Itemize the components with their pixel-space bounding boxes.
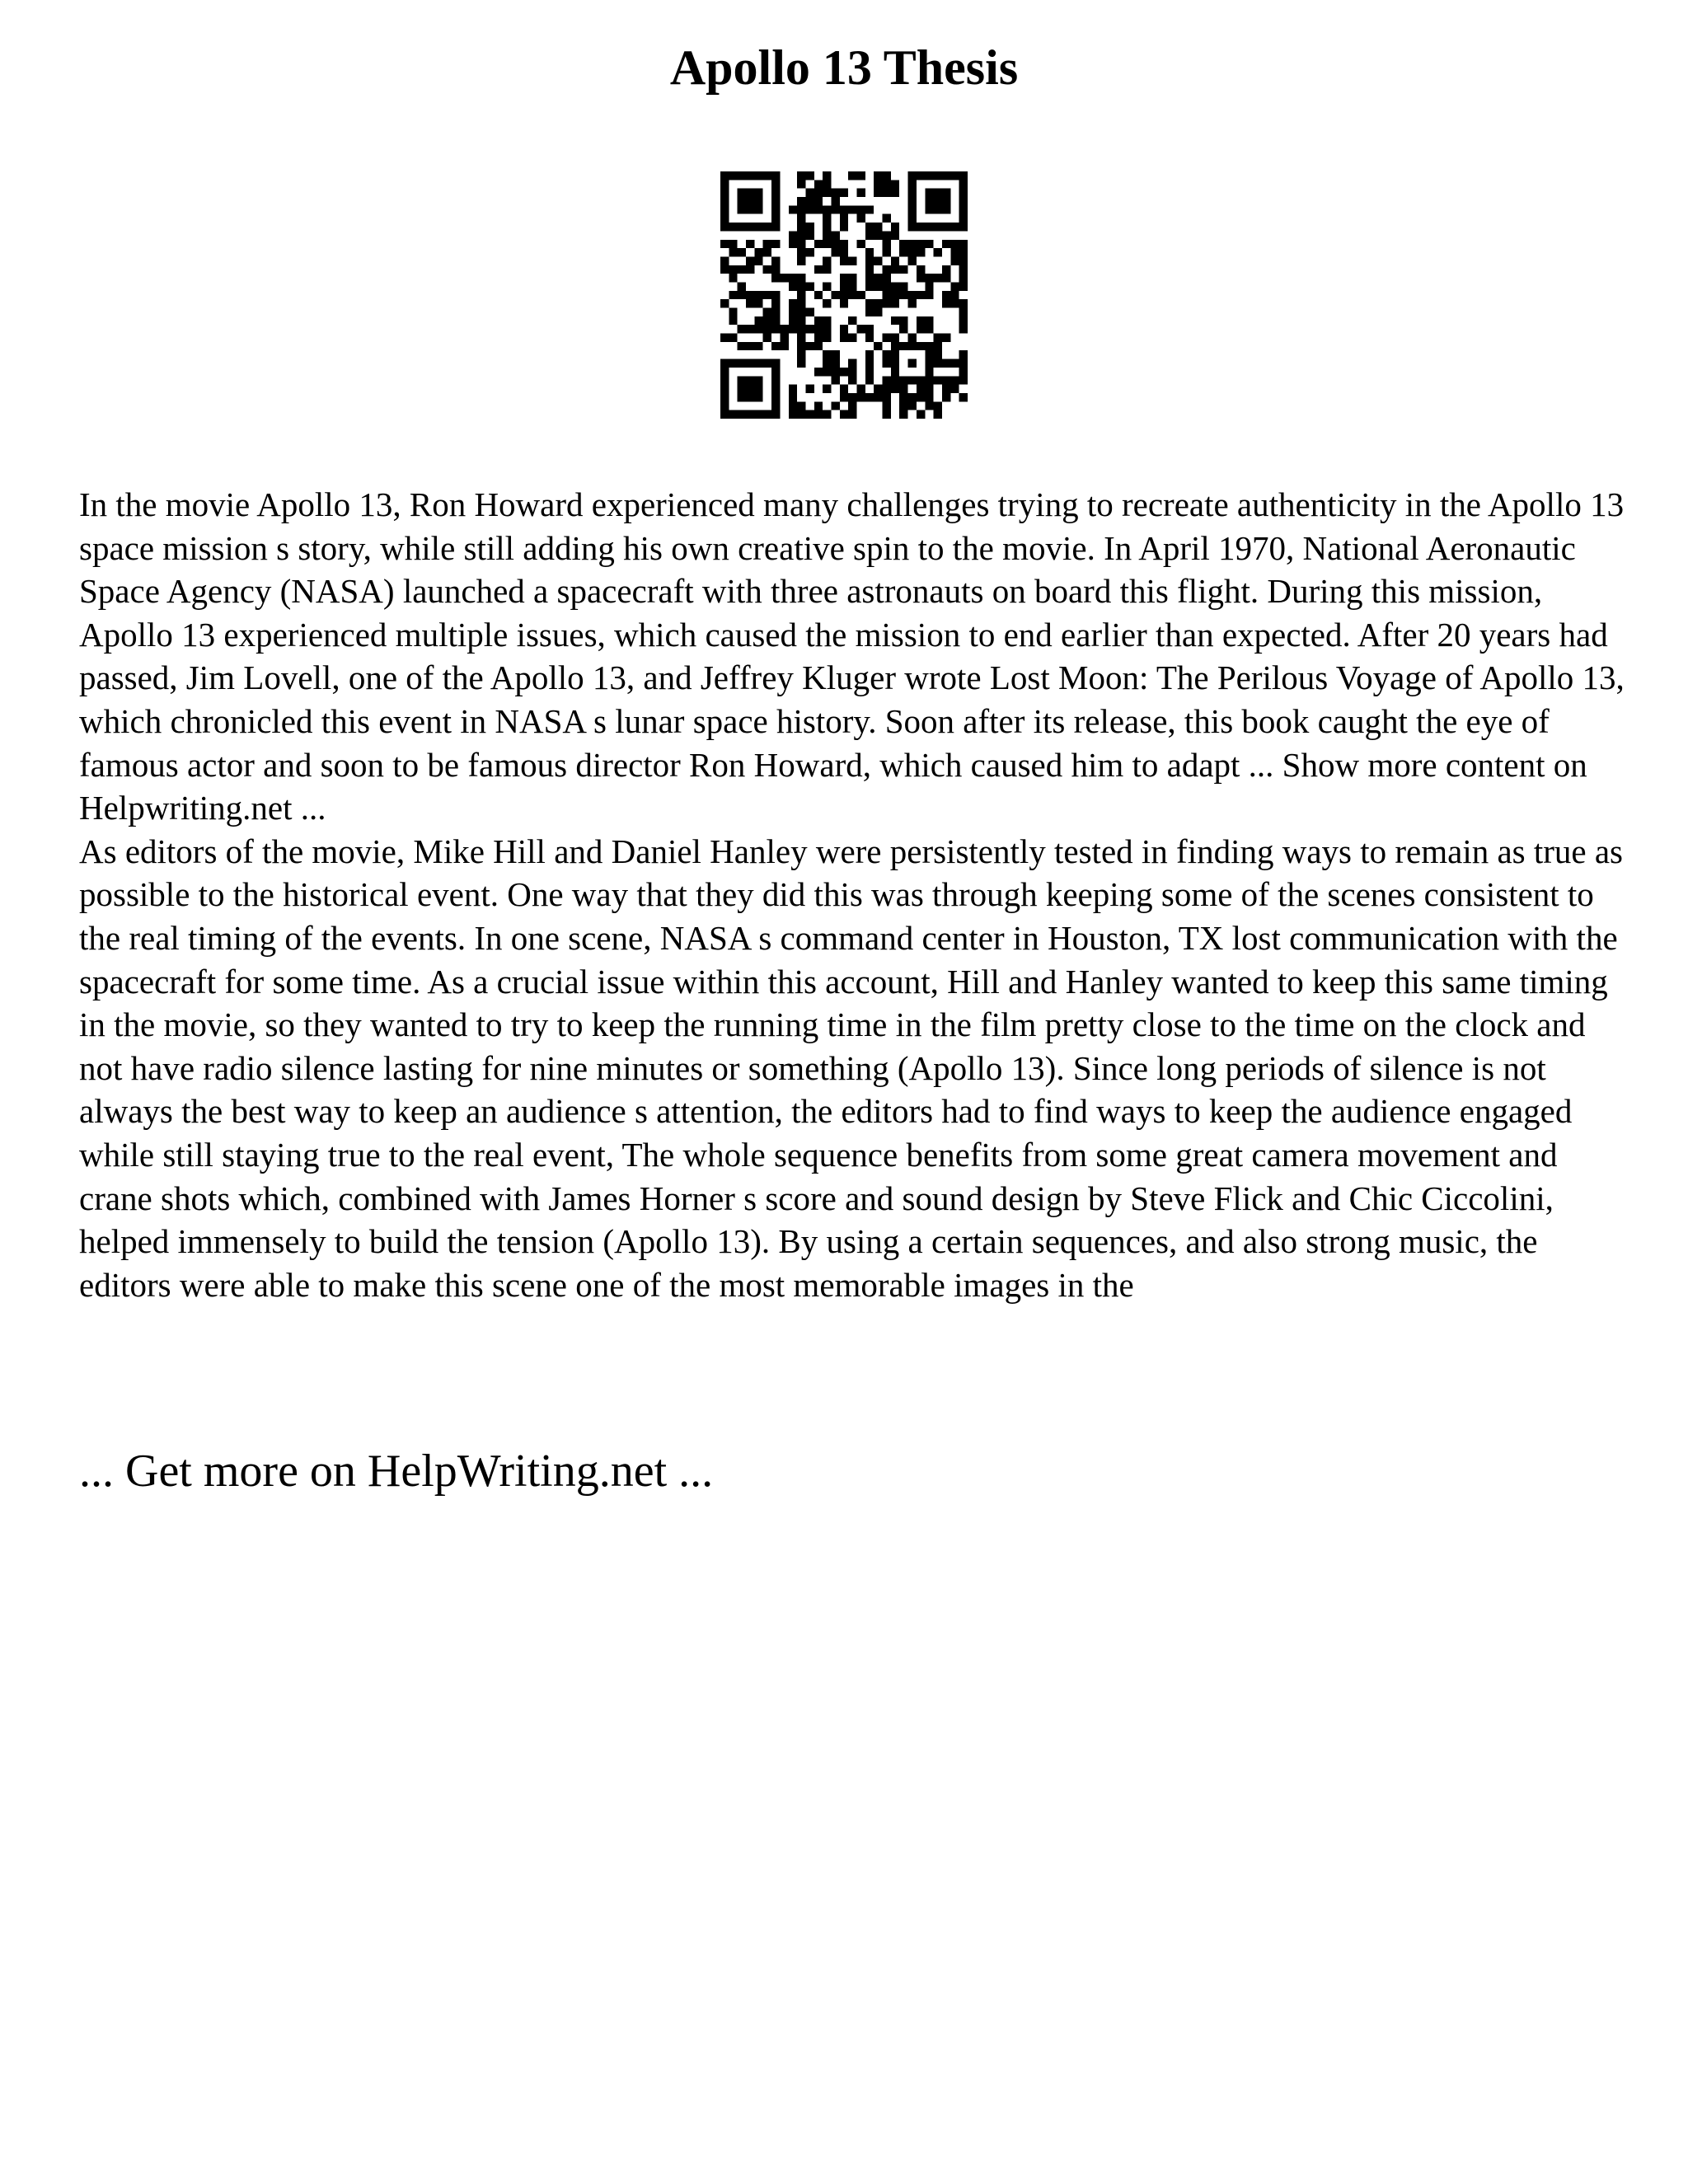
paragraph-2: As editors of the movie, Mike Hill and Daniel Hanley were persistently tested in finding ways to remain as true as possible to the historical event. One way that they did this was through keeping some of the scenes consistent to the real timing of the events. In one scene, NASA s command center in Houston, TX lost communication with the spacecraft for some time. As a crucial issue within this account, Hill and Hanley wanted to keep this same timing in the movie, so they wanted to try to keep the running time in the film pretty close to the time on the clock and not have radio silence lasting for nine minutes or something (Apollo 13). Since long periods of silence is not always the best way to keep an audience s attention, the editors had to find ways to keep the audience engaged while still staying true to the real event, The whole sequence benefits from some great camera movement and crane shots which, combined with James Horner s score and sound design by Steve Flick and Chic Ciccolini, helped immensely to build the tension (Apollo 13). By using a certain sequences, and also strong music, the editors were able to make this scene one of the most memorable images in the — [79, 832, 1624, 1304]
paragraph-1: In the movie Apollo 13, Ron Howard experienced many challenges trying to recreate authenticity in the Apollo 13 space mission s story, while still adding his own creative spin to the movie. In April 1970, National Aeronautic Space Agency (NASA) launched a spacecraft with three astronauts on board this flight. During this mission, Apollo 13 experienced multiple issues, which caused the mission to end earlier than expected. After 20 years had passed, Jim Lovell, one of the Apollo 13, and Jeffrey Kluger wrote Lost Moon: The Perilous Voyage of Apollo 13, which chronicled this event in NASA s lunar space history. Soon after its release, this book caught the eye of famous actor and soon to be famous director Ron Howard, which caused him to adapt ... Show more content on Helpwriting.net ... — [79, 485, 1625, 827]
qr-code-icon — [720, 171, 968, 419]
get-more-link[interactable]: ... Get more on HelpWriting.net ... — [79, 1446, 714, 1497]
qr-code-graphic — [720, 171, 968, 419]
document-body — [79, 483, 1629, 1306]
document-title: Apollo 13 Thesis — [669, 40, 1019, 95]
